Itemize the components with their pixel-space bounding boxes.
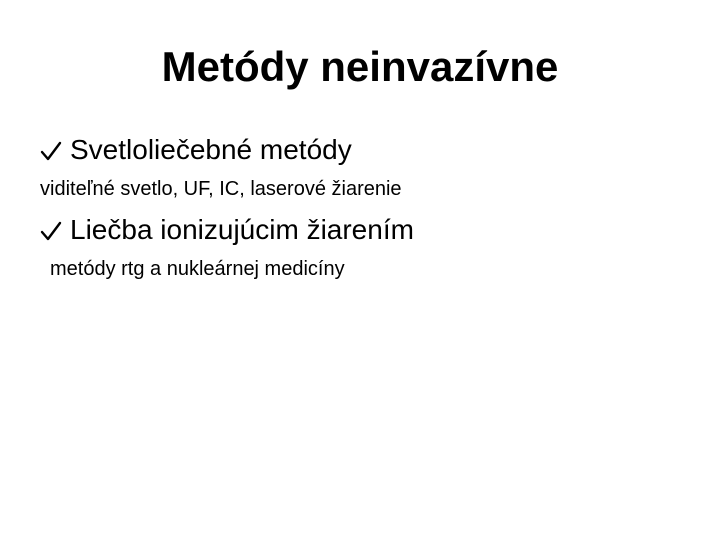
bullet-item-ionizing-radiation xyxy=(40,213,414,247)
bullet-heading: Liečba ionizujúcim žiarením xyxy=(70,214,414,245)
bullet-detail: viditeľné svetlo, UF, IC, laserové žiarenie xyxy=(40,178,402,200)
bullet-item-light-therapy xyxy=(40,133,352,167)
bullet-heading: Svetloliečebné metódy xyxy=(70,134,352,165)
checkmark-icon xyxy=(40,140,62,162)
slide-title: Metódy neinvazívne xyxy=(161,43,559,90)
checkmark-icon xyxy=(40,220,62,242)
bullet-detail: metódy rtg a nukleárnej medicíny xyxy=(50,258,345,280)
